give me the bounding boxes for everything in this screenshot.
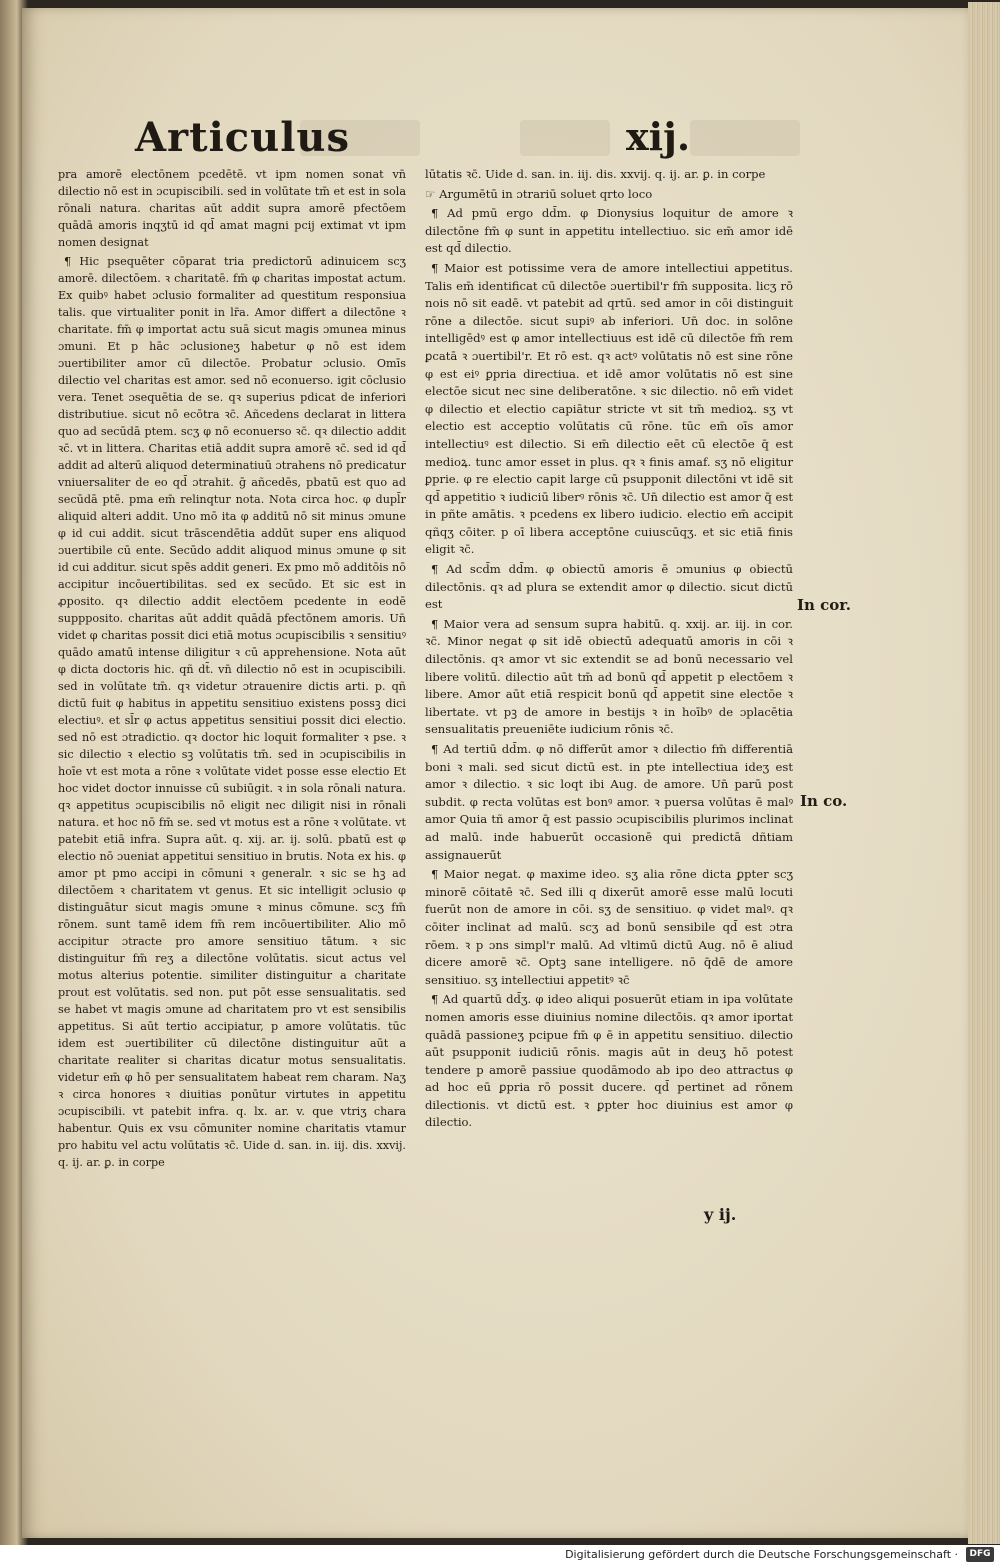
right-paragraph: ¶ Ad pmū ergo dd̄m. φ Dionysius loquitur de amore ꝛ dilectōne fm̄ φ sunt in appetitu intellectiuo. sic em̄ amor idē est qd̄ dilectio.: [425, 206, 793, 256]
right-paragraph: ¶ Ad tertiū dd̄m. φ nō differūt amor ꝛ dilectio fm̄ differentiā boni ꝛ mali. sed sicut dictū est. in pte intellectiua ideʒ est amor ꝛ dilectio. ꝛ sic loqt ibi Aug. de amore. Un̄ parū post subdit. φ recta volūtas est bonꝰ amor. ꝛ puersa volūtas ē malꝰ amor Quia tñ amor q̄ est passio ɔcupiscibilis plurimos inclinat ad malū. inde habuerūt occasionē qui predictā dñtiam assignauerūt: [425, 742, 793, 862]
signature-mark: xij.: [626, 114, 691, 159]
show-through-ghost: [520, 120, 610, 156]
left-paragraph: ¶ Hic psequēter cōparat tria predictorū adinuicem scʒ amorē. dilectōem. ꝛ charitatē. fm̄ φ charitas impostat actum. Ex quibꝰ habet ɔclusio formaliter ad questitum responsiua talis. que virtualiter ponit in lr̄a. Amor differt a dilectōne ꝛ charitate. fm̄ φ importat actu suā sicut magis ɔmunea minus ɔmuni. Et p hāc ɔclusioneʒ habetur φ nō est idem ɔuertibiliter amor cū dilectōe. Probatur ɔclusio. Omīs dilectio vel charitas est amor. sed nō econuerso. igit cōclusio vera. Tenet ɔsequētia de se. qꝛ superius pdicat de inferiori distributiue. sicut nō ecōtra ꝛc̄. Añcedens declarat in littera quo ad secūdā ptem. scʒ φ nō econuerso ꝛc̄. qꝛ dilectio addit ꝛc̄. vt in littera. Charitas etiā addit supra amorē ꝛc̄. sed id qd̄ addit ad alterū aliquod determinatiuū ɔtrahens nō predicatur vniuersaliter de eo qd̄ ɔtrahit. ḡ añcedēs, pbatū est quo ad secūdā ptē. pma em̄ relinqtur nota. Nota circa hoc. φ dupl̄r aliquid alteri addit. Uno mō ita φ additū nō sit minus ɔmune φ id cui addit. sicut trāscendētia addūt super ens aliquod ɔuertibile cū ente. Secūdo addit aliquod minus ɔmune φ sit id cui additur. sicut spēs addit generi. Ex pmo mō additōis nō accipitur incōuertibilitas. sed ex secūdo. Et sic est in ꝓposito. qꝛ dilectio addit electōem pcedente in eodē suppposito. charitas aūt addit quādā pfectōnem amoris. Un̄ videt φ charitas possit dici etiā motus ɔcupiscibilis ꝛ sensitiuꝰ quādo amatū intense diligitur ꝛ cū apprehensione. Nota aūt φ dicta doctoris hic. qñ dt̄. vn̄ dilectio nō est in ɔcupiscibili. sed in volūtate tm̄. qꝛ videtur ɔtrauenire dictis arti. p. qñ dictū fuit φ habitus in appetitu sensitiuo existens possꝫ dici electiuꝰ. et sl̄r φ actus appetitus sensitiui possit dici electio. sed nō est ɔtradictio. qꝛ doctor hic loquit formaliter ꝛ pse. ꝛ sic dilectio ꝛ electio sꝫ volūtatis tm̄. sed in ɔcupiscibilis in hoīe vt est mota a rōne ꝛ volūtate videt posse esse electio Et hoc videt doctor innuisse cū subiūgit. ꝛ in sola rōnali natura. qꝛ appetitus ɔcupiscibilis nō eligit nec diligit nisi in rōnali natura. et hoc nō fm̄ se. sed vt motus est a rōne ꝛ volūtate. vt patebit etiā infra. Supra aūt. q. xij. ar. ij. solū. pbatū est φ electio nō ɔueniat appetitui sensitiuo in brutis. Nota ex his. φ amor pt pmo accipi in cōmuni ꝛ generalr. ꝛ sic se hꝫ ad dilectōem ꝛ charitatem vt genus. Et sic intelligit ɔclusio φ distinguātur sicut magis ɔmune ꝛ minus cōmune. scʒ fm̄ rōnem. sunt tamē idem fm̄ rem incōuertibiliter. Alio mō accipitur ɔtracte pro amore sensitiuo tātum. ꝛ sic distinguitur fm̄ reʒ a dilectōne volūtatis. sicut actus vel motus alterius potentie. similiter distinguitur a charitate prout est volūtatis. sed non. put pōt esse sensualitatis. sed se habet vt magis ɔmune ad charitatem pro vt est sensibilis appetitus. Si aūt tertio accipiatur, p amore volūtatis. tūc idem est ɔuertibiliter cū dilectōne distinguitur aūt a charitate realiter si charitas dicatur motus sensualitatis. videtur em̄ φ hō per sensualitatem habeat rem charam. Naʒ ꝛ circa honores ꝛ diuitias ponūtur virtutes in appetitu ɔcupiscibili. vt patebit infra. q. lx. ar. v. que vtriʒ chara habentur. Quis ex vsu cōmuniter nomine charitatis vtamur pro habitu vel actu volūtatis ꝛc̄. Uide d. san. in. iij. dis. xxvij. q. ij. ar. ꝑ. in corpe: [58, 255, 406, 1169]
catchword: y ij.: [704, 1205, 737, 1224]
right-paragraph: ☞ Argumētū in ɔtrariū soluet qrto loco: [425, 186, 653, 201]
right-paragraph: ¶ Ad scd̄m dd̄m. φ obiectū amoris ē ɔmunius φ obiectū dilectōnis. qꝛ ad plura se extendit amor φ dilectio. sicut dictū est: [425, 562, 793, 612]
page-fore-edge: [968, 2, 1000, 1544]
left-column: [58, 166, 406, 1173]
left-paragraph: pra amorē electōnem pcedētē. vt ipm nomen sonat vn̄ dilectio nō est in ɔcupiscibili. sed in volūtate tm̄ et est in sola rōnali natura. charitas aūt addit supra amorē pfectōem quādā amoris inqʒtū id qd̄ amat magni pcij extimat vt ipm nomen designat: [58, 168, 406, 249]
margin-note: In co.: [800, 792, 848, 810]
right-paragraph: ¶ Maior vera ad sensum supra habitū. q. xxij. ar. iij. in cor. ꝛc̄. Minor negat φ sit idē obiectū adequatū amoris in cōi ꝛ dilectōnis. qꝛ amor vt sic extendit se ad bonū necessario vel libere volitū. dilectio aūt tm̄ ad bonū qd̄ appetit p electōem ꝛ libere. Amor aūt etiā respicit bonū qd̄ appetit sine electōe ꝛ libertate. vt pꝫ de amore in bestijs ꝛ in hoībꝰ de ɔplacētia sensualitatis preueniēte iudicium rōnis ꝛc̄.: [425, 616, 793, 737]
show-through-ghost: [690, 120, 800, 156]
right-column: [425, 166, 793, 1134]
digitization-credit: Digitalisierung gefördert durch die Deutsche Forschungsgemeinschaft ·: [565, 1548, 958, 1561]
right-paragraph: ¶ Ad quartū dd̄ʒ. φ ideo aliqui posuerūt etiam in ipa volūtate nomen amoris esse diuinius nomine dilectōis. qꝛ amor iportat quādā passioneʒ pcipue fm̄ φ ē in appetitu sensitiuo. dilectio aūt psupponit iudiciū rōnis. magis aūt in deuʒ hō potest tendere p amorē passiue quodāmodo ab ipo deo attractus φ ad hoc eū ꝑpria rō possit ducere. qd̄ pertinet ad rōnem dilectionis. vt dictū est. ꝛ ꝑpter hoc diuinius est amor φ dilectio.: [425, 992, 793, 1130]
dfg-logo-icon: DFG: [966, 1547, 994, 1562]
right-paragraph: lūtatis ꝛc̄. Uide d. san. in. iij. dis. xxvij. q. ij. ar. ꝑ. in corpe: [425, 167, 766, 181]
running-title: Articulus: [135, 114, 351, 161]
right-paragraph: ¶ Maior est potissime vera de amore intellectiui appetitus. Talis em̄ identificat cū dilectōe ɔuertibil'r fm̄ supposita. licʒ rō nois nō sit eadē. vt patebit ad qrtū. sed amor in cōi distinguit rōne a dilectōe. sicut supiꝰ ab inferiori. Un̄ doc. in solōne intelligēdꝰ est φ amor intellectiuus est idē cū dilectōe fm̄ rem ꝑcatā ꝛ ɔuertibil'r. Et rō est. qꝛ actꝰ volūtatis nō est sine rōne φ est eiꝰ ꝑpria directiua. et idē amor volūtatis nō est sine electōe sicut nec sine deliberatōne. ꝛ sic dilectio. nō em̄ videt φ dilectio et electio capiātur stricte vt sit tm̄ medioꝝ. sʒ vt electio est acceptio volūtatis cū rōne. tūc em̄ oīs amor intellectiuꝰ est dilectio. Si em̄ dilectio eēt cū electōe q̄ est medioꝝ. tunc amor esset in plus. qꝛ ꝛ finis amaf. sʒ nō eligitur ꝑprie. φ re electio capit large cū psupponit dilectōni vt idē sit qd̄ appetitio ꝛ iudiciū liberꝰ rōnis ꝛc̄. Un̄ dilectio est amor q̄ est in pñte amātis. ꝛ pcedens ex libero iudicio. electio em̄ accipit qñqʒ cōiter. p oī libera acceptōne cuiuscūqʒ. et sic etiā finis eligit ꝛc̄.: [425, 260, 793, 557]
margin-note: In cor.: [797, 596, 852, 614]
right-paragraph: ¶ Maior negat. φ maxime ideo. sʒ alia rōne dicta ꝑpter scʒ minorē cōitatē ꝛc̄. Sed illi q dixerūt amorē esse malū locuti fuerūt non de amore in cōi. sʒ de sensitiuo. φ videt malꝰ. qꝛ cōiter inclinat ad malū. scʒ ad bonū sensibile qd̄ est ɔtra rōem. ꝛ p ɔns simpl'r malū. Ad vltimū dictū Aug. nō ē aliud dicere amorē ꝛc̄. Optꝫ sane intelligere. nō q̄dē de amore sensitiuo. sʒ intellectiui appetitꝰ ꝛc̄: [425, 867, 793, 987]
